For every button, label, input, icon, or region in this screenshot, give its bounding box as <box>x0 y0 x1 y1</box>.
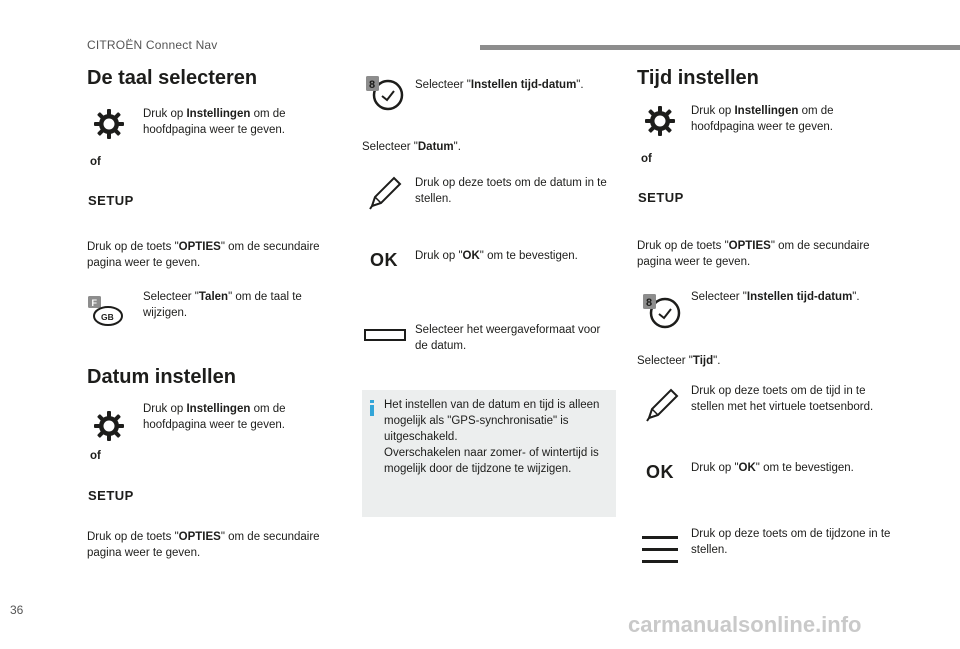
text-of: of <box>641 153 652 165</box>
pencil-icon <box>368 176 402 210</box>
clock-number: 8 <box>369 79 376 91</box>
text-druk-instellingen: Druk op Instellingen om de hoofdpagina weer te geven. <box>143 108 286 136</box>
ok-label: OK <box>646 462 674 482</box>
clock-icon <box>642 293 682 329</box>
watermark: carmanualsonline.info <box>628 612 862 637</box>
text-druk-instellingen: Druk op Instellingen om de hoofdpagina weer te geven. <box>143 403 286 431</box>
heading-tijd-instellen: Tijd instellen <box>637 67 759 89</box>
pencil-icon <box>645 388 679 422</box>
text-druk-ok: Druk op "OK" om te bevestigen. <box>691 462 854 474</box>
text-druk-opties: Druk op de toets "OPTIES" om de secundaire pagina weer te geven. <box>637 240 870 268</box>
flag-gb-label: GB <box>101 312 114 322</box>
setup-label: SETUP <box>88 193 134 208</box>
text-selecteer-datum: Selecteer "Datum". <box>362 141 461 153</box>
text-druk-toets-tijd: Druk op deze toets om de tijd in te stellen met het virtuele toetsenbord. <box>691 385 874 413</box>
gear-icon <box>94 109 124 139</box>
header-bar <box>480 45 960 50</box>
text-druk-ok: Druk op "OK" om te bevestigen. <box>415 250 578 262</box>
text-druk-toets-tijdzone: Druk op deze toets om de tijdzone in te stellen. <box>691 528 891 556</box>
menu-lines-icon <box>642 534 678 566</box>
gear-icon <box>645 106 675 136</box>
clock-icon <box>365 75 405 111</box>
heading-datum-instellen: Datum instellen <box>87 366 236 388</box>
page-number: 36 <box>10 603 24 617</box>
ok-label: OK <box>370 250 398 270</box>
info-icon <box>370 400 374 416</box>
text-of: of <box>90 156 101 168</box>
info-text <box>384 397 612 477</box>
text-selecteer-weergaveformaat: Selecteer het weergaveformaat voor de datum. <box>415 324 601 352</box>
text-druk-toets-datum: Druk op deze toets om de datum in te stellen. <box>415 177 607 205</box>
language-flag-icon <box>88 296 124 326</box>
heading-taal-selecteren: De taal selecteren <box>87 67 258 89</box>
text-druk-instellingen: Druk op Instellingen om de hoofdpagina weer te geven. <box>691 105 834 133</box>
info-text-line2: Overschakelen naar zomer- of wintertijd is mogelijk door de tijdzone te wijzigen. <box>384 447 599 475</box>
date-format-bar-icon <box>364 329 406 341</box>
page-header-title: CITROËN Connect Nav <box>87 38 218 52</box>
text-selecteer-tijd: Selecteer "Tijd". <box>637 355 721 367</box>
setup-label: SETUP <box>638 190 684 205</box>
setup-label: SETUP <box>88 488 134 503</box>
text-selecteer-instellen-tijd-datum: Selecteer "Instellen tijd-datum". <box>691 291 860 303</box>
text-selecteer-instellen-tijd-datum: Selecteer "Instellen tijd-datum". <box>415 79 584 91</box>
text-druk-opties: Druk op de toets "OPTIES" om de secundaire pagina weer te geven. <box>87 531 320 559</box>
gear-icon <box>94 411 124 441</box>
flag-f-label: F <box>91 298 97 308</box>
text-of: of <box>90 450 101 462</box>
info-text-line1: Het instellen van de datum en tijd is alleen mogelijk als "GPS-synchronisatie" is uitgeschakeld. <box>384 399 600 443</box>
clock-number: 8 <box>646 297 653 309</box>
text-selecteer-talen: Selecteer "Talen" om de taal te wijzigen. <box>143 291 302 319</box>
text-druk-opties: Druk op de toets "OPTIES" om de secundaire pagina weer te geven. <box>87 241 320 269</box>
